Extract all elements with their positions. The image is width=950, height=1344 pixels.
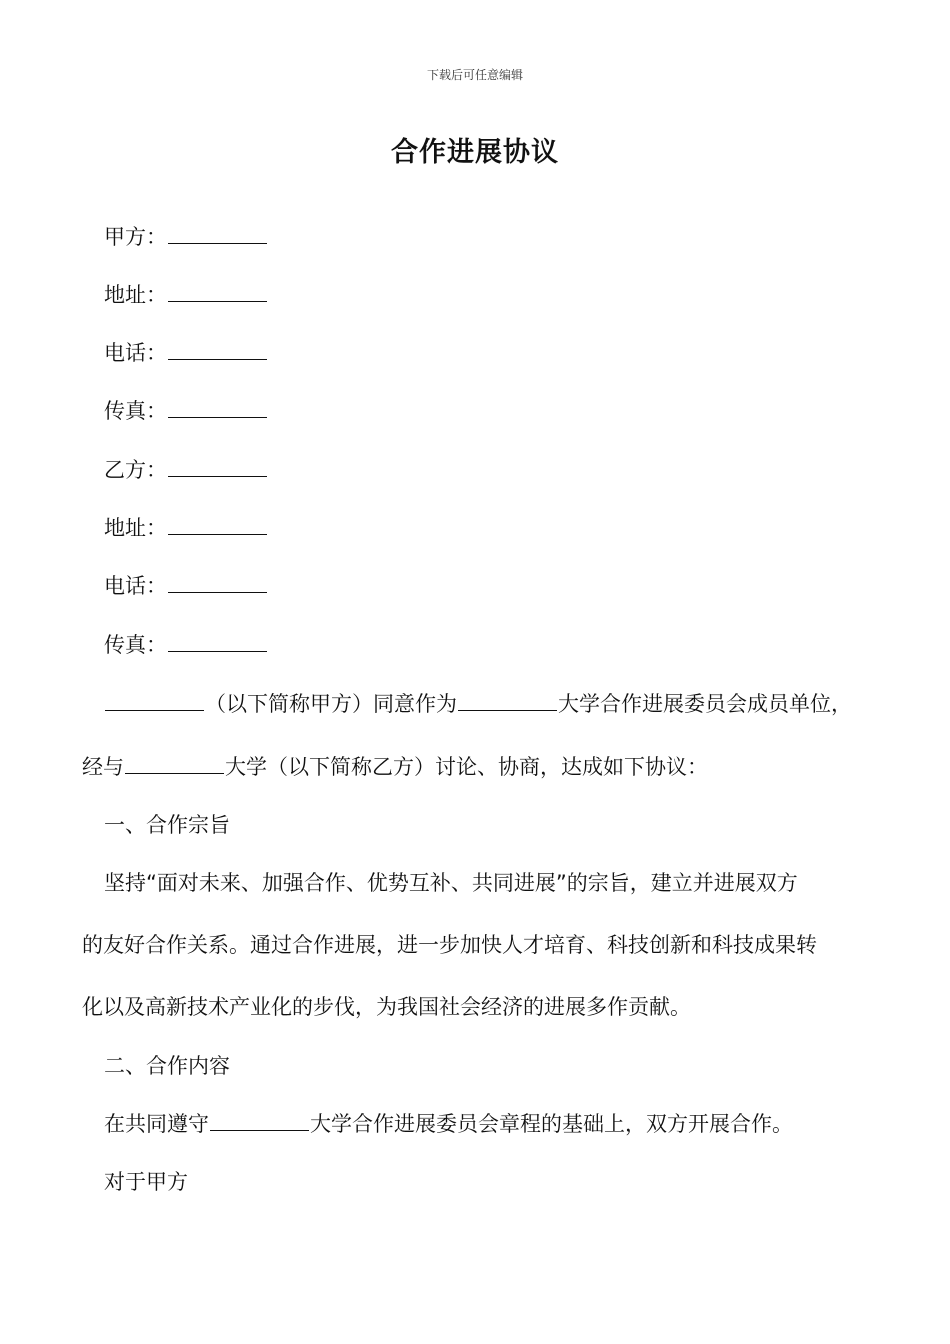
section-1-line-2: 的友好合作关系。通过合作进展，进一步加快人才培育、科技创新和科技成果转 (82, 933, 817, 957)
section-2-heading: 二、合作内容 (104, 1054, 230, 1078)
party-a-address-field (82, 280, 904, 310)
party-b-phone-label: 电话： (104, 574, 167, 598)
party-a-phone-field (82, 338, 904, 368)
party-b-name-label: 乙方： (104, 458, 167, 482)
intro-line-1 (82, 689, 904, 719)
section-1-heading: 一、合作宗旨 (104, 813, 230, 837)
party-a-fax-label: 传真： (104, 399, 167, 423)
party-a-intro-blank[interactable] (105, 689, 204, 711)
party-b-address-field (82, 513, 904, 543)
intro-text-3: 经与 (82, 755, 124, 779)
party-a-fax-blank[interactable] (168, 396, 267, 418)
section-2-text-2: 大学合作进展委员会章程的基础上，双方开展合作。 (310, 1112, 793, 1136)
section-2-subheading: 对于甲方 (104, 1170, 188, 1194)
document-title: 合作进展协议 (391, 137, 559, 168)
university-blank-3[interactable] (210, 1109, 309, 1131)
party-a-address-blank[interactable] (168, 280, 267, 302)
party-b-address-blank[interactable] (168, 513, 267, 535)
intro-text-2: 大学合作进展委员会成员单位， (558, 692, 852, 716)
section-2-line-1 (82, 1109, 904, 1139)
section-1-line-3: 化以及高新技术产业化的步伐，为我国社会经济的进展多作贡献。 (82, 995, 691, 1019)
header-note: 下载后可任意编辑 (426, 68, 523, 82)
party-b-fax-label: 传真： (104, 633, 167, 657)
party-a-fax-field (82, 396, 904, 426)
party-a-address-label: 地址： (104, 283, 167, 307)
section-2-text-1: 在共同遵守 (104, 1112, 209, 1136)
party-a-phone-label: 电话： (104, 341, 167, 365)
party-b-name-blank[interactable] (168, 455, 267, 477)
intro-line-2 (82, 752, 882, 782)
party-b-fax-field (82, 630, 904, 660)
party-b-address-label: 地址： (104, 516, 167, 540)
party-b-name-field (82, 455, 904, 485)
section-1-line-1: 坚持“面对未来、加强合作、优势互补、共同进展”的宗旨，建立并进展双方 (104, 871, 798, 895)
party-a-phone-blank[interactable] (168, 338, 267, 360)
intro-text-1: （以下简称甲方）同意作为 (205, 692, 457, 716)
party-b-phone-field (82, 571, 904, 601)
intro-text-4: 大学（以下简称乙方）讨论、协商，达成如下协议： (225, 755, 708, 779)
university-blank-1[interactable] (458, 689, 557, 711)
university-blank-2[interactable] (125, 752, 224, 774)
party-a-name-field (82, 222, 904, 252)
party-a-name-label: 甲方： (104, 225, 167, 249)
party-b-phone-blank[interactable] (168, 571, 267, 593)
party-a-name-blank[interactable] (168, 222, 267, 244)
party-b-fax-blank[interactable] (168, 630, 267, 652)
